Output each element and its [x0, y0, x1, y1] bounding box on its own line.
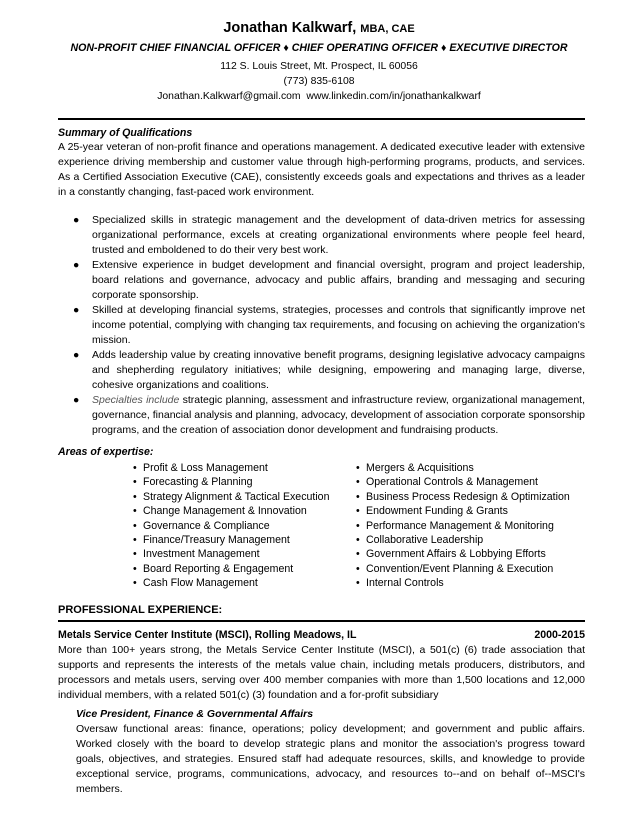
bullet-icon: • [356, 577, 360, 590]
bullet-icon: • [356, 505, 360, 518]
professional-titles: NON-PROFIT CHIEF FINANCIAL OFFICER ♦ CHIEF OPERATING OFFICER ♦ EXECUTIVE DIRECTOR [70, 42, 568, 54]
bullet-icon: • [356, 462, 360, 474]
list-item: • Investment Management [133, 548, 260, 561]
credentials: MBA, CAE [360, 23, 415, 35]
bullet-icon: ● [73, 394, 80, 406]
employer-heading [58, 629, 585, 641]
bullet-icon: ● [73, 349, 80, 361]
linkedin-url: www.linkedin.com/in/jonathankalkwarf [306, 91, 481, 102]
list-item [58, 348, 585, 393]
list-item: • Internal Controls [356, 577, 444, 590]
summary-text: A 25-year veteran of non-profit finance and operations management. A dedicated executive leader with extensive experience driving membership and customer value through high-performing programs, products, and services. As a Certified Association Executive (CAE), consistently exceeds goals and expectations and thrives as a leader in a constantly changing, fast-paced work environment. [58, 141, 585, 198]
phone: (773) 835-6108 [283, 76, 355, 87]
list-item: • Board Reporting & Engagement [133, 562, 294, 575]
summary-heading: Summary of Qualifications [58, 127, 193, 139]
bullet-icon: • [356, 548, 360, 561]
list-item: • Finance/Treasury Management [133, 534, 290, 547]
bullet-icon: ● [73, 259, 80, 271]
expertise-heading: Areas of expertise: [58, 446, 154, 458]
list-item: • Profit & Loss Management [133, 462, 268, 474]
candidate-name [0, 20, 638, 36]
bullet-text: Specialized skills in strategic management and the development of data-driven metrics for assessing organizational performance, excels at creating organizational environments where people feel heard, trusted and emboldened to do their very best work. [92, 214, 585, 256]
list-item [58, 258, 585, 303]
email: Jonathan.Kalkwarf@gmail.com [157, 91, 301, 102]
list-item: • Business Process Redesign & Optimization [356, 490, 570, 503]
bullet-icon: • [356, 562, 360, 575]
specialties-label: Specialties include [92, 394, 180, 406]
experience-divider [58, 620, 585, 622]
experience-heading: PROFESSIONAL EXPERIENCE: [58, 604, 223, 616]
list-item: • Performance Management & Monitoring [356, 519, 554, 532]
bullet-icon: • [133, 519, 137, 532]
bullet-icon: • [133, 577, 137, 590]
bullet-icon: • [133, 562, 137, 575]
bullet-icon: • [356, 519, 360, 532]
list-item: • Mergers & Acquisitions [356, 462, 474, 474]
email-linkedin-line [0, 91, 638, 102]
bullet-icon: • [133, 505, 137, 518]
bullet-icon: • [133, 462, 137, 474]
bullet-icon: • [356, 490, 360, 503]
list-item: • Forecasting & Planning [133, 476, 253, 489]
list-item: • Strategy Alignment & Tactical Execution [133, 490, 330, 503]
bullet-icon: • [133, 490, 137, 503]
list-item [58, 303, 585, 348]
list-item: • Operational Controls & Management [356, 476, 538, 489]
expertise-right-list [356, 461, 570, 591]
list-item: • Endowment Funding & Grants [356, 505, 508, 518]
bullet-text: Skilled at developing financial systems, strategies, processes and controls that significantly improve net income potential, complying with changing tax requirements, and focusing on achieving the organization's mission. [92, 304, 585, 346]
job-description: Oversaw functional areas: finance, operations; policy development; and government and public affairs. Worked closely with the board to develop strategic plans and monitor the association's progress toward goals, objectives, and strategies. Ensured staff had adequate resources, skills, and knowledge to provide exceptional service, programs, communications, advocacy, and resources to--and on behalf of--MSCI's members. [76, 723, 585, 795]
bullet-icon: • [356, 476, 360, 489]
address: 112 S. Louis Street, Mt. Prospect, IL 60056 [220, 61, 418, 72]
name-text: Jonathan Kalkwarf, [223, 20, 357, 36]
bullet-text: Extensive experience in budget development and financial oversight, program and project leadership, board relations and governance, advocacy and public affairs, branding and messaging and securing corporate sponsorship. [92, 259, 585, 301]
summary-bullets [58, 213, 585, 438]
bullet-text: strategic planning, assessment and infrastructure review, organizational management, governance, financial analysis and planning, advocacy, development of association corporate sponsorship programs, and the creation of association donor development and fundraising products. [92, 394, 586, 436]
bullet-icon: • [356, 534, 360, 547]
employment-years: 2000-2015 [534, 629, 585, 641]
expertise-left-list [133, 461, 329, 591]
header-divider [58, 118, 585, 120]
bullet-icon: ● [73, 214, 80, 226]
bullet-icon: • [133, 476, 137, 489]
list-item [58, 393, 585, 438]
list-item: • Collaborative Leadership [356, 534, 484, 547]
employer-name: Metals Service Center Institute (MSCI), Rolling Meadows, IL [58, 629, 357, 641]
bullet-icon: • [133, 534, 137, 547]
list-item [58, 213, 585, 258]
bullet-text: Adds leadership value by creating innovative benefit programs, designing legislative advocacy campaigns and shepherding regulatory initiatives; while designing, empowering and managing large, diverse, cohesive organizations and coalitions. [92, 349, 585, 391]
bullet-icon: • [133, 548, 137, 561]
list-item: • Government Affairs & Lobbying Efforts [356, 548, 546, 561]
list-item: • Governance & Compliance [133, 519, 270, 532]
job-title: Vice President, Finance & Governmental Affairs [76, 708, 314, 720]
employer-description: More than 100+ years strong, the Metals Service Center Institute (MSCI), a 501(c) (6) trade association that supports and represents the interests of the metals value chain, including metals producers, distributors, and processors and metals users, serving over 400 member companies with more than 1,500 locations and 12,000 individual members, with a related 501(c) (3) foundation and a for-profit subsidiary [58, 644, 585, 701]
list-item: • Change Management & Innovation [133, 505, 307, 518]
list-item: • Cash Flow Management [133, 577, 258, 590]
bullet-icon: ● [73, 304, 80, 316]
list-item: • Convention/Event Planning & Execution [356, 562, 554, 575]
